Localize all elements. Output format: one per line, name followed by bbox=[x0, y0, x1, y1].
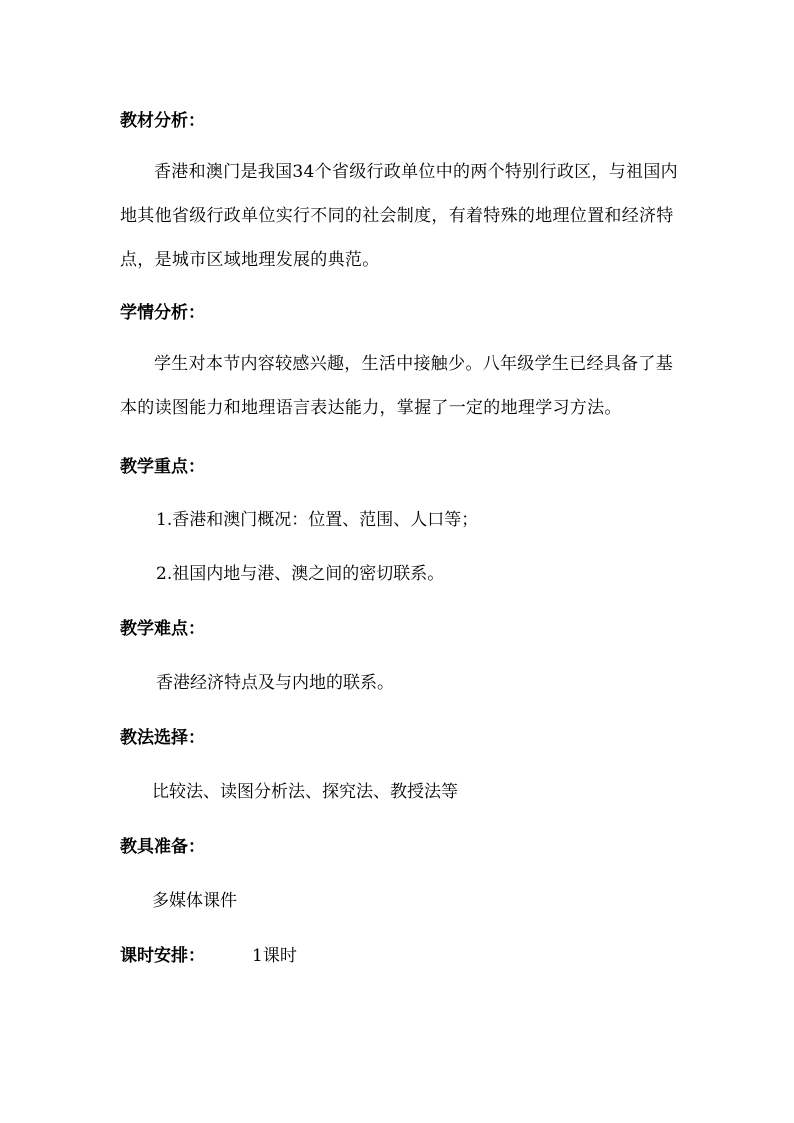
difficulty-text: 香港经济特点及与内地的联系。 bbox=[156, 673, 394, 693]
key-point-item-1: 1.香港和澳门概况：位置、范围、人口等； bbox=[156, 510, 479, 530]
teaching-methods-text: 比较法、读图分析法、探究法、教授法等 bbox=[152, 782, 458, 802]
paragraph-student-analysis: 学生对本节内容较感兴趣，生活中接触少。八年级学生已经具备了基本的读图能力和地理语言表达能力，掌握了一定的地理学习方法。 bbox=[120, 354, 673, 418]
heading-teaching-tools: 教具准备： bbox=[120, 837, 205, 857]
schedule-row bbox=[120, 939, 297, 973]
heading-student-analysis: 学情分析： bbox=[120, 303, 205, 323]
schedule-value: 1课时 bbox=[252, 946, 297, 966]
heading-schedule: 课时安排： bbox=[120, 946, 205, 966]
paragraph-textbook-analysis: 香港和澳门是我国34个省级行政单位中的两个特别行政区，与祖国内地其他省级行政单位实行不同的社会制度，有着特殊的地理位置和经济特点，是城市区域地理发展的典范。 bbox=[120, 162, 678, 270]
heading-teaching-methods: 教法选择： bbox=[120, 728, 205, 748]
teaching-tools-text: 多媒体课件 bbox=[152, 891, 237, 911]
heading-key-points: 教学重点： bbox=[120, 457, 205, 477]
heading-textbook-analysis: 教材分析： bbox=[120, 111, 205, 131]
key-point-item-2: 2.祖国内地与港、澳之间的密切联系。 bbox=[156, 564, 445, 584]
heading-difficulties: 教学难点： bbox=[120, 619, 205, 639]
